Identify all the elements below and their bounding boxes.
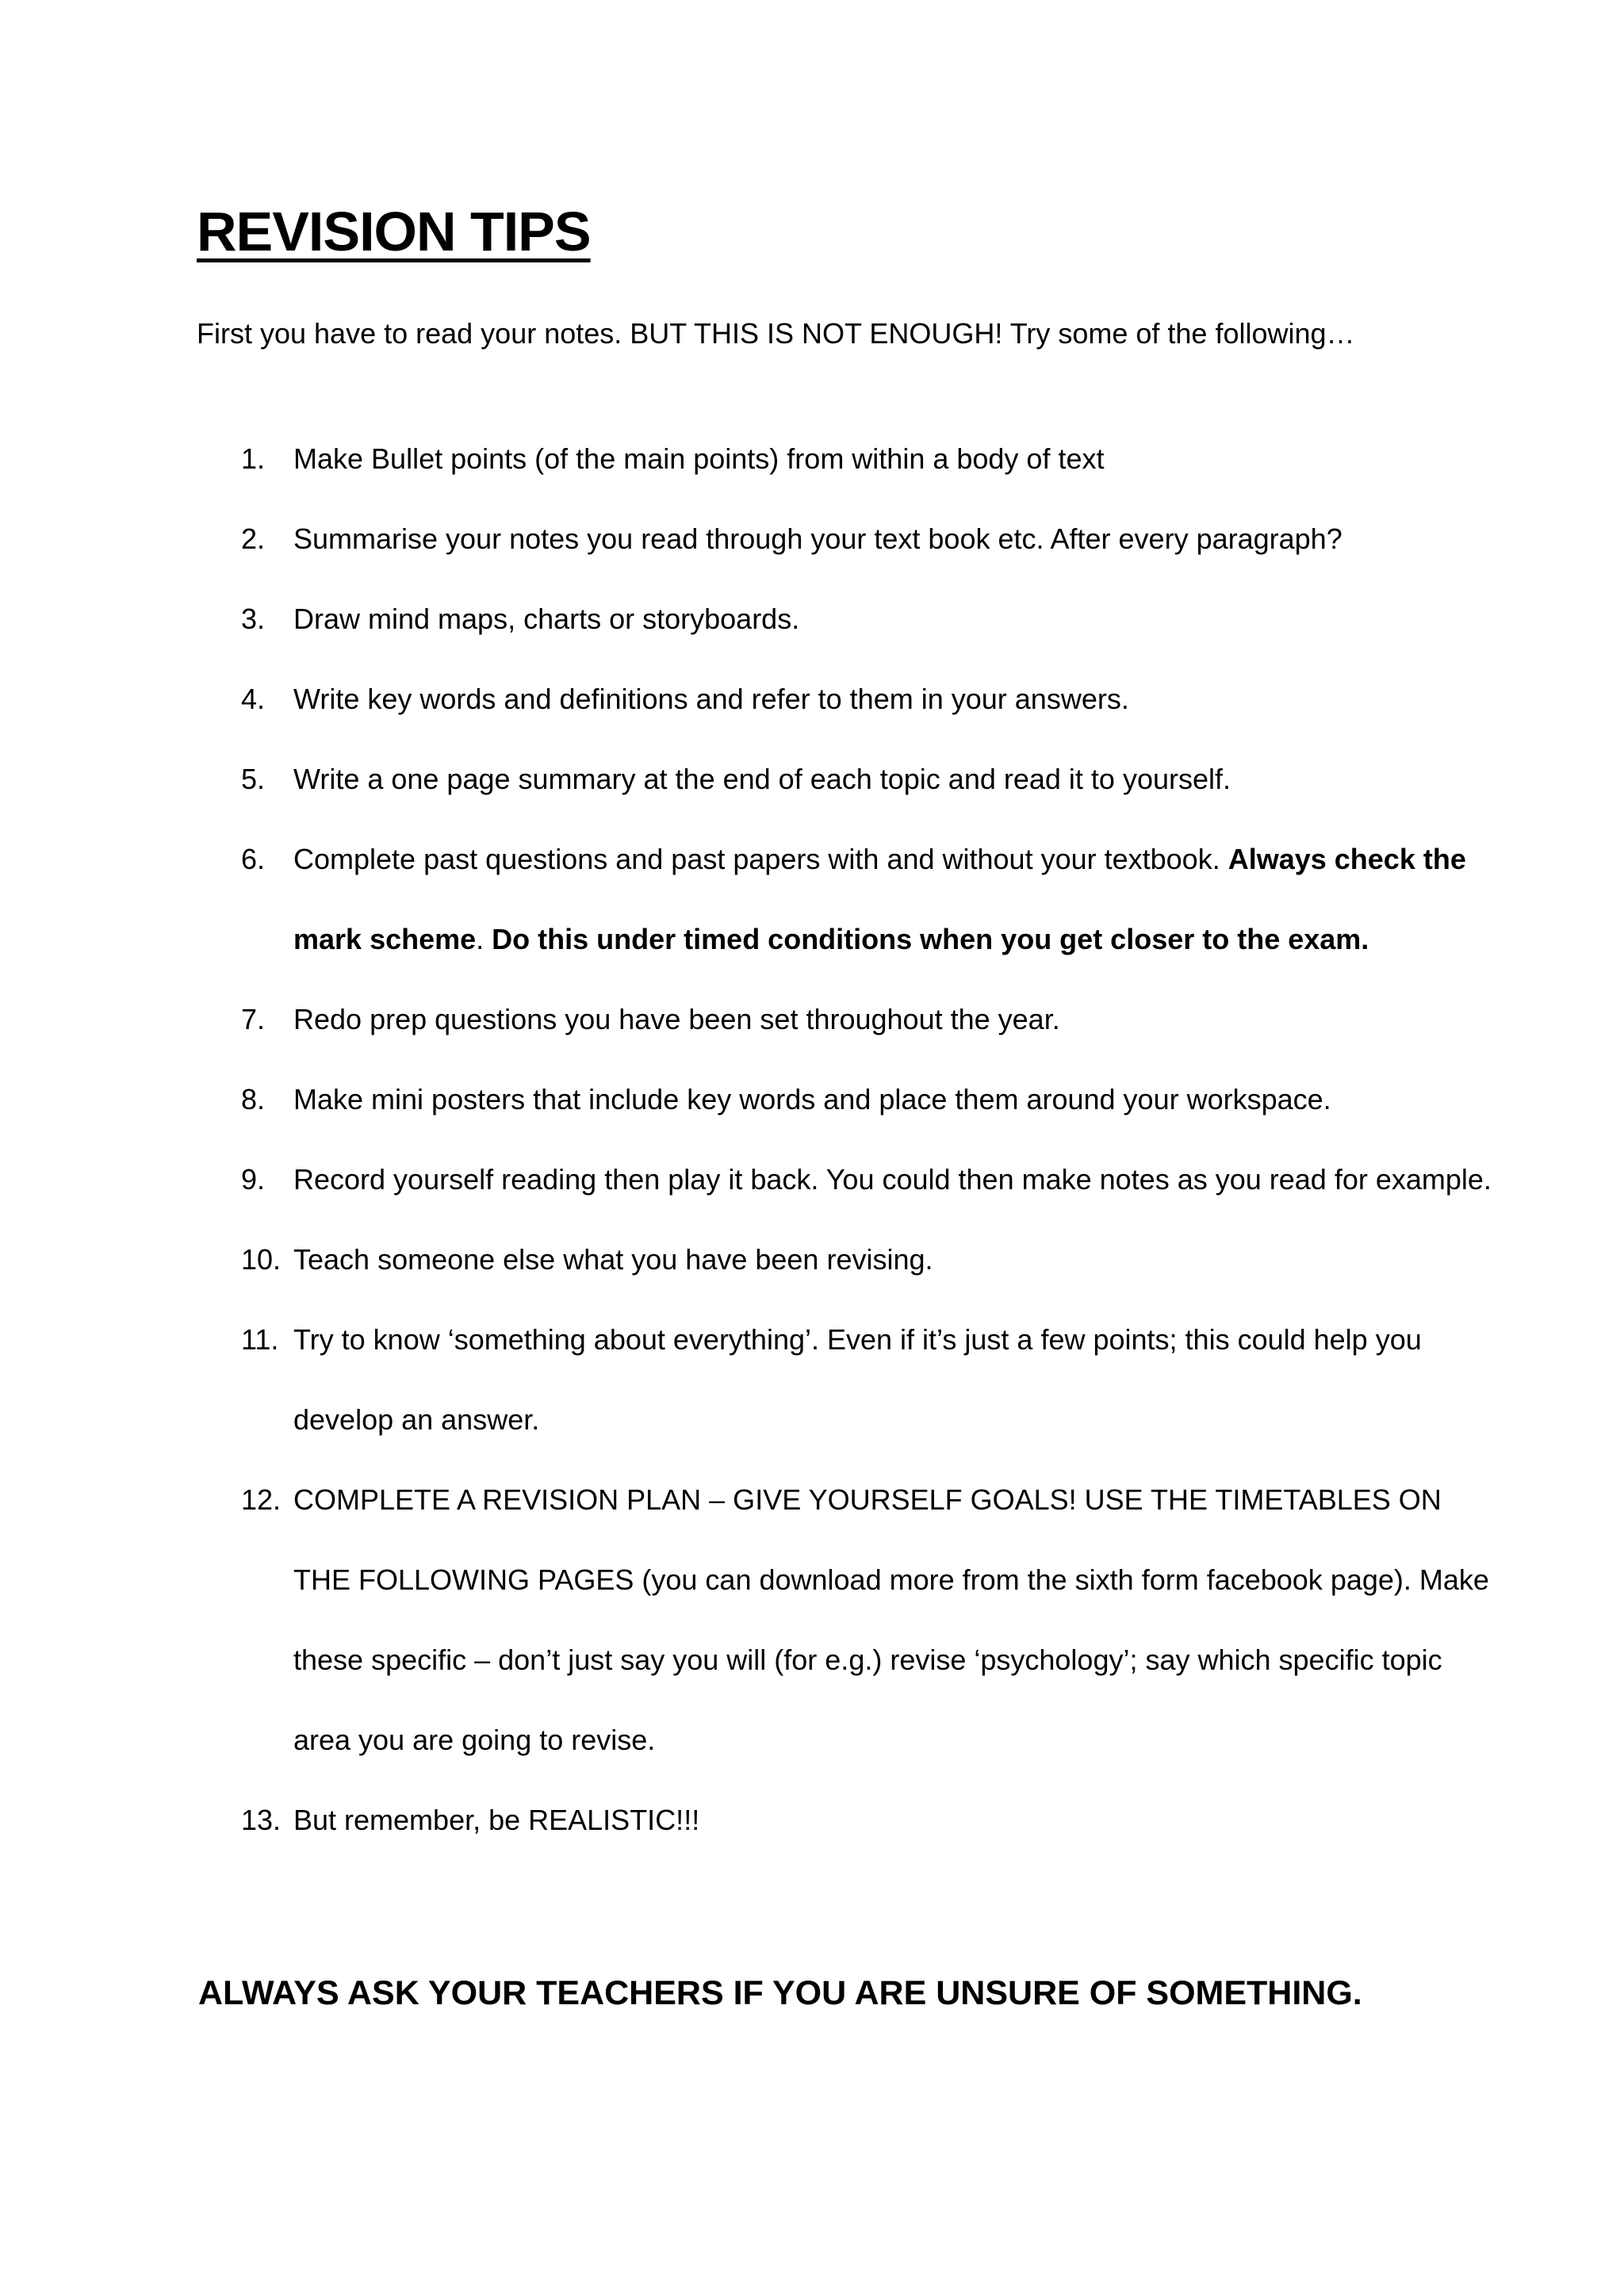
body-text: Make mini posters that include key words and place them around your workspace. [293,1083,1331,1115]
list-item-text [293,603,799,635]
list-item [197,1219,1497,1299]
closing-note: ALWAYS ASK YOUR TEACHERS IF YOU ARE UNSURE OF SOMETHING. [198,1974,1362,2012]
body-text: Redo prep questions you have been set throughout the year. [293,1003,1060,1035]
list-item [197,1299,1497,1460]
list-item [197,979,1497,1059]
body-text: Record yourself reading then play it back. You could then make notes as you read for example. [293,1163,1492,1196]
body-text: But remember, be REALISTIC!!! [293,1804,700,1836]
list-item [197,1780,1497,1860]
list-item [197,1139,1497,1219]
list-item-text [293,442,1104,475]
list-item-number: 12. [241,1483,282,1516]
list-item [197,1059,1497,1139]
list-item-text [293,843,1466,955]
list-item-text [293,763,1231,795]
list-item-text [293,1323,1422,1436]
body-text: Try to know ‘something about everything’. Even if it’s just a few points; this could help you develop an answer. [293,1323,1422,1436]
body-text: Make Bullet points (of the main points) from within a body of text [293,442,1105,475]
emphasis-text: Always check the mark scheme [293,843,1466,955]
list-item-text [293,683,1129,715]
list-item-number: 1. [241,442,266,475]
body-text: Write key words and definitions and refer to them in your answers. [293,683,1129,715]
emphasis-text: Do this under timed conditions when you get closer to the exam. [492,923,1369,955]
list-item-text [293,1003,1060,1035]
list-item [197,819,1497,979]
body-text: Summarise your notes you read through your text book etc. After every paragraph? [293,522,1342,555]
body-text: Teach someone else what you have been revising. [293,1243,933,1276]
list-item-number: 8. [241,1083,266,1115]
list-item-text [293,1163,1492,1196]
body-text: . [476,923,492,955]
tips-list [197,419,1497,1860]
list-item-number: 10. [241,1243,282,1276]
list-item-number: 2. [241,522,266,555]
list-item [197,739,1497,819]
list-item-text [293,522,1342,555]
list-item-text [293,1243,933,1276]
list-item-text [293,1804,699,1836]
list-item-number: 6. [241,843,266,875]
list-item [197,419,1497,499]
list-item [197,659,1497,739]
body-text: COMPLETE A REVISION PLAN – GIVE YOURSELF GOALS! USE THE TIMETABLES ON THE FOLLOWING PAGES (you can download more from the sixth form facebook page). Make these specific – don’t just say you will (for e.g.) revise ‘psychology’; say which specific topic area you are going to revise. [293,1483,1489,1756]
list-item [197,579,1497,659]
list-item-text [293,1083,1331,1115]
list-item-number: 13. [241,1804,282,1836]
page-title: REVISION TIPS [197,201,591,262]
list-item-number: 11. [241,1323,279,1356]
list-item-text [293,1483,1489,1756]
list-item-number: 9. [241,1163,266,1196]
list-item [197,1460,1497,1780]
list-item-number: 4. [241,683,266,715]
body-text: Complete past questions and past papers with and without your textbook. [293,843,1228,875]
list-item-number: 3. [241,603,266,635]
body-text: Write a one page summary at the end of each topic and read it to yourself. [293,763,1231,795]
list-item-number: 7. [241,1003,266,1035]
intro-paragraph: First you have to read your notes. BUT THIS IS NOT ENOUGH! Try some of the following… [197,317,1355,350]
body-text: Draw mind maps, charts or storyboards. [293,603,800,635]
list-item-number: 5. [241,763,266,795]
list-item [197,499,1497,579]
